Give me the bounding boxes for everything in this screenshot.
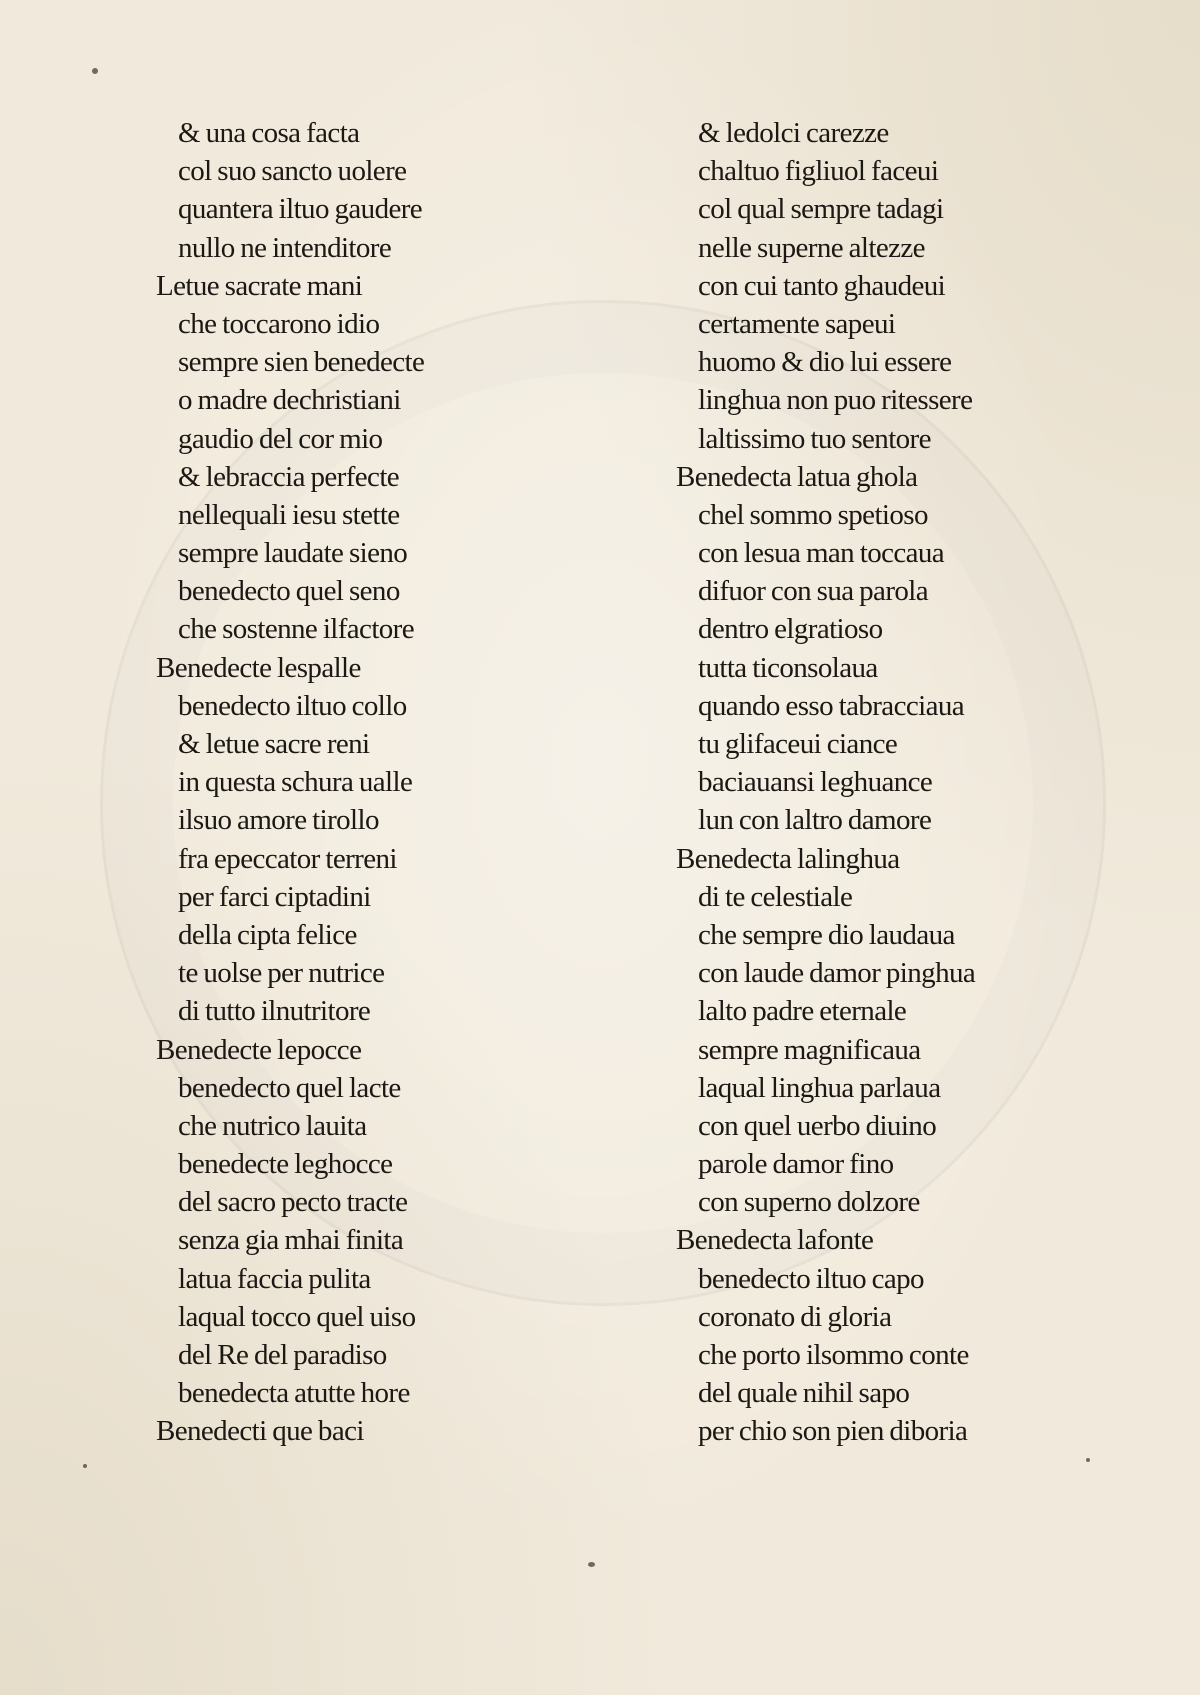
verse-line: benedecto quel lacte (178, 1071, 401, 1104)
ink-speck (92, 68, 98, 74)
verse-line: laqual tocco quel uiso (178, 1300, 416, 1333)
verse-line: tutta ticonsolaua (698, 651, 878, 684)
verse-line: quantera iltuo gaudere (178, 193, 423, 226)
verse-line: certamente sapeui (698, 307, 896, 340)
verse-line: tu glifaceui ciance (698, 728, 898, 760)
verse-line: lun con laltro damore (698, 804, 932, 837)
verse-line: quando esso tabracciaua (698, 689, 965, 722)
verse-line: o madre dechristiani (178, 384, 401, 417)
verse-line: & ledolci carezze (698, 117, 889, 149)
stanza-first-line: Benedecta lafonte (676, 1224, 874, 1257)
verse-line: col qual sempre tadagi (698, 193, 944, 226)
ink-speck (588, 1562, 595, 1567)
verse-line: di te celestiale (698, 880, 853, 913)
verse-line: & lebraccia perfecte (178, 460, 400, 493)
verse-line: baciauansi leghuance (698, 766, 933, 799)
verse-line: sempre magnificaua (698, 1033, 921, 1066)
stanza-first-line: Benedecta lalinghua (676, 842, 900, 875)
verse-line: del quale nihil sapo (698, 1377, 910, 1410)
verse-line: con laude damor pinghua (698, 957, 976, 990)
verse-line: parole damor fino (698, 1148, 894, 1181)
verse-line: che sempre dio laudaua (698, 918, 955, 951)
verse-line: nullo ne intenditore (178, 231, 392, 264)
verse-line: laqual linghua parlaua (698, 1071, 941, 1104)
verse-line: huomo & dio lui essere (698, 346, 952, 379)
verse-line: coronato di gloria (698, 1300, 892, 1333)
verse-line: & letue sacre reni (178, 728, 370, 760)
verse-line: ilsuo amore tirollo (178, 804, 379, 837)
verse-line: del sacro pecto tracte (178, 1186, 408, 1219)
verse-line: latua faccia pulita (178, 1262, 371, 1295)
verse-line: benedecta atutte hore (178, 1377, 410, 1410)
verse-line: nelle superne altezze (698, 231, 925, 264)
verse-line: senza gia mhai finita (178, 1224, 404, 1257)
verse-line: in questa schura ualle (178, 766, 413, 799)
verse-line: per farci ciptadini (178, 880, 371, 913)
verse-line: per chio son pien diboria (698, 1415, 968, 1448)
left-verse-column (156, 114, 556, 1451)
verse-line: benedecto iltuo capo (698, 1262, 924, 1295)
ink-speck (83, 1464, 87, 1468)
verse-line: che sostenne ilfactore (178, 613, 415, 646)
verse-line: nellequali iesu stette (178, 498, 400, 531)
verse-line: che toccarono idio (178, 307, 380, 340)
verse-line: dentro elgratioso (698, 613, 883, 646)
stanza-first-line: Benedecte lespalle (156, 651, 361, 684)
verse-line: difuor con sua parola (698, 575, 929, 608)
verse-line: con lesua man toccaua (698, 537, 945, 570)
verse-line: benedecto iltuo collo (178, 689, 407, 722)
verse-line: del Re del paradiso (178, 1339, 387, 1371)
stanza-first-line: Letue sacrate mani (156, 269, 363, 302)
verse-line: sempre laudate sieno (178, 537, 408, 570)
verse-line: con cui tanto ghaudeui (698, 269, 946, 302)
verse-line: che porto ilsommo conte (698, 1339, 969, 1371)
verse-line: fra epeccator terreni (178, 842, 397, 875)
verse-line: chel sommo spetioso (698, 498, 928, 531)
ink-speck (1086, 1458, 1090, 1462)
verse-line: & una cosa facta (178, 117, 360, 149)
stanza-first-line: Benedecta latua ghola (676, 460, 918, 493)
verse-line: linghua non puo ritessere (698, 384, 973, 417)
verse-line: con superno dolzore (698, 1186, 920, 1219)
verse-line: laltissimo tuo sentore (698, 422, 931, 455)
verse-line: di tutto ilnutritore (178, 995, 371, 1028)
verse-line: che nutrico lauita (178, 1109, 367, 1142)
verse-line: con quel uerbo diuino (698, 1109, 937, 1142)
verse-line: della cipta felice (178, 918, 357, 951)
verse-line: col suo sancto uolere (178, 155, 407, 188)
stanza-first-line: Benedecte lepocce (156, 1033, 362, 1066)
stanza-first-line: Benedecti que baci (156, 1415, 364, 1448)
verse-line: benedecte leghocce (178, 1148, 393, 1181)
verse-line: chaltuo figliuol faceui (698, 155, 939, 188)
verse-line: benedecto quel seno (178, 575, 400, 608)
verse-line: gaudio del cor mio (178, 422, 383, 455)
verse-line: sempre sien benedecte (178, 346, 425, 379)
verse-line: te uolse per nutrice (178, 957, 385, 990)
verse-line: lalto padre eternale (698, 995, 907, 1028)
right-verse-column (676, 114, 1076, 1451)
